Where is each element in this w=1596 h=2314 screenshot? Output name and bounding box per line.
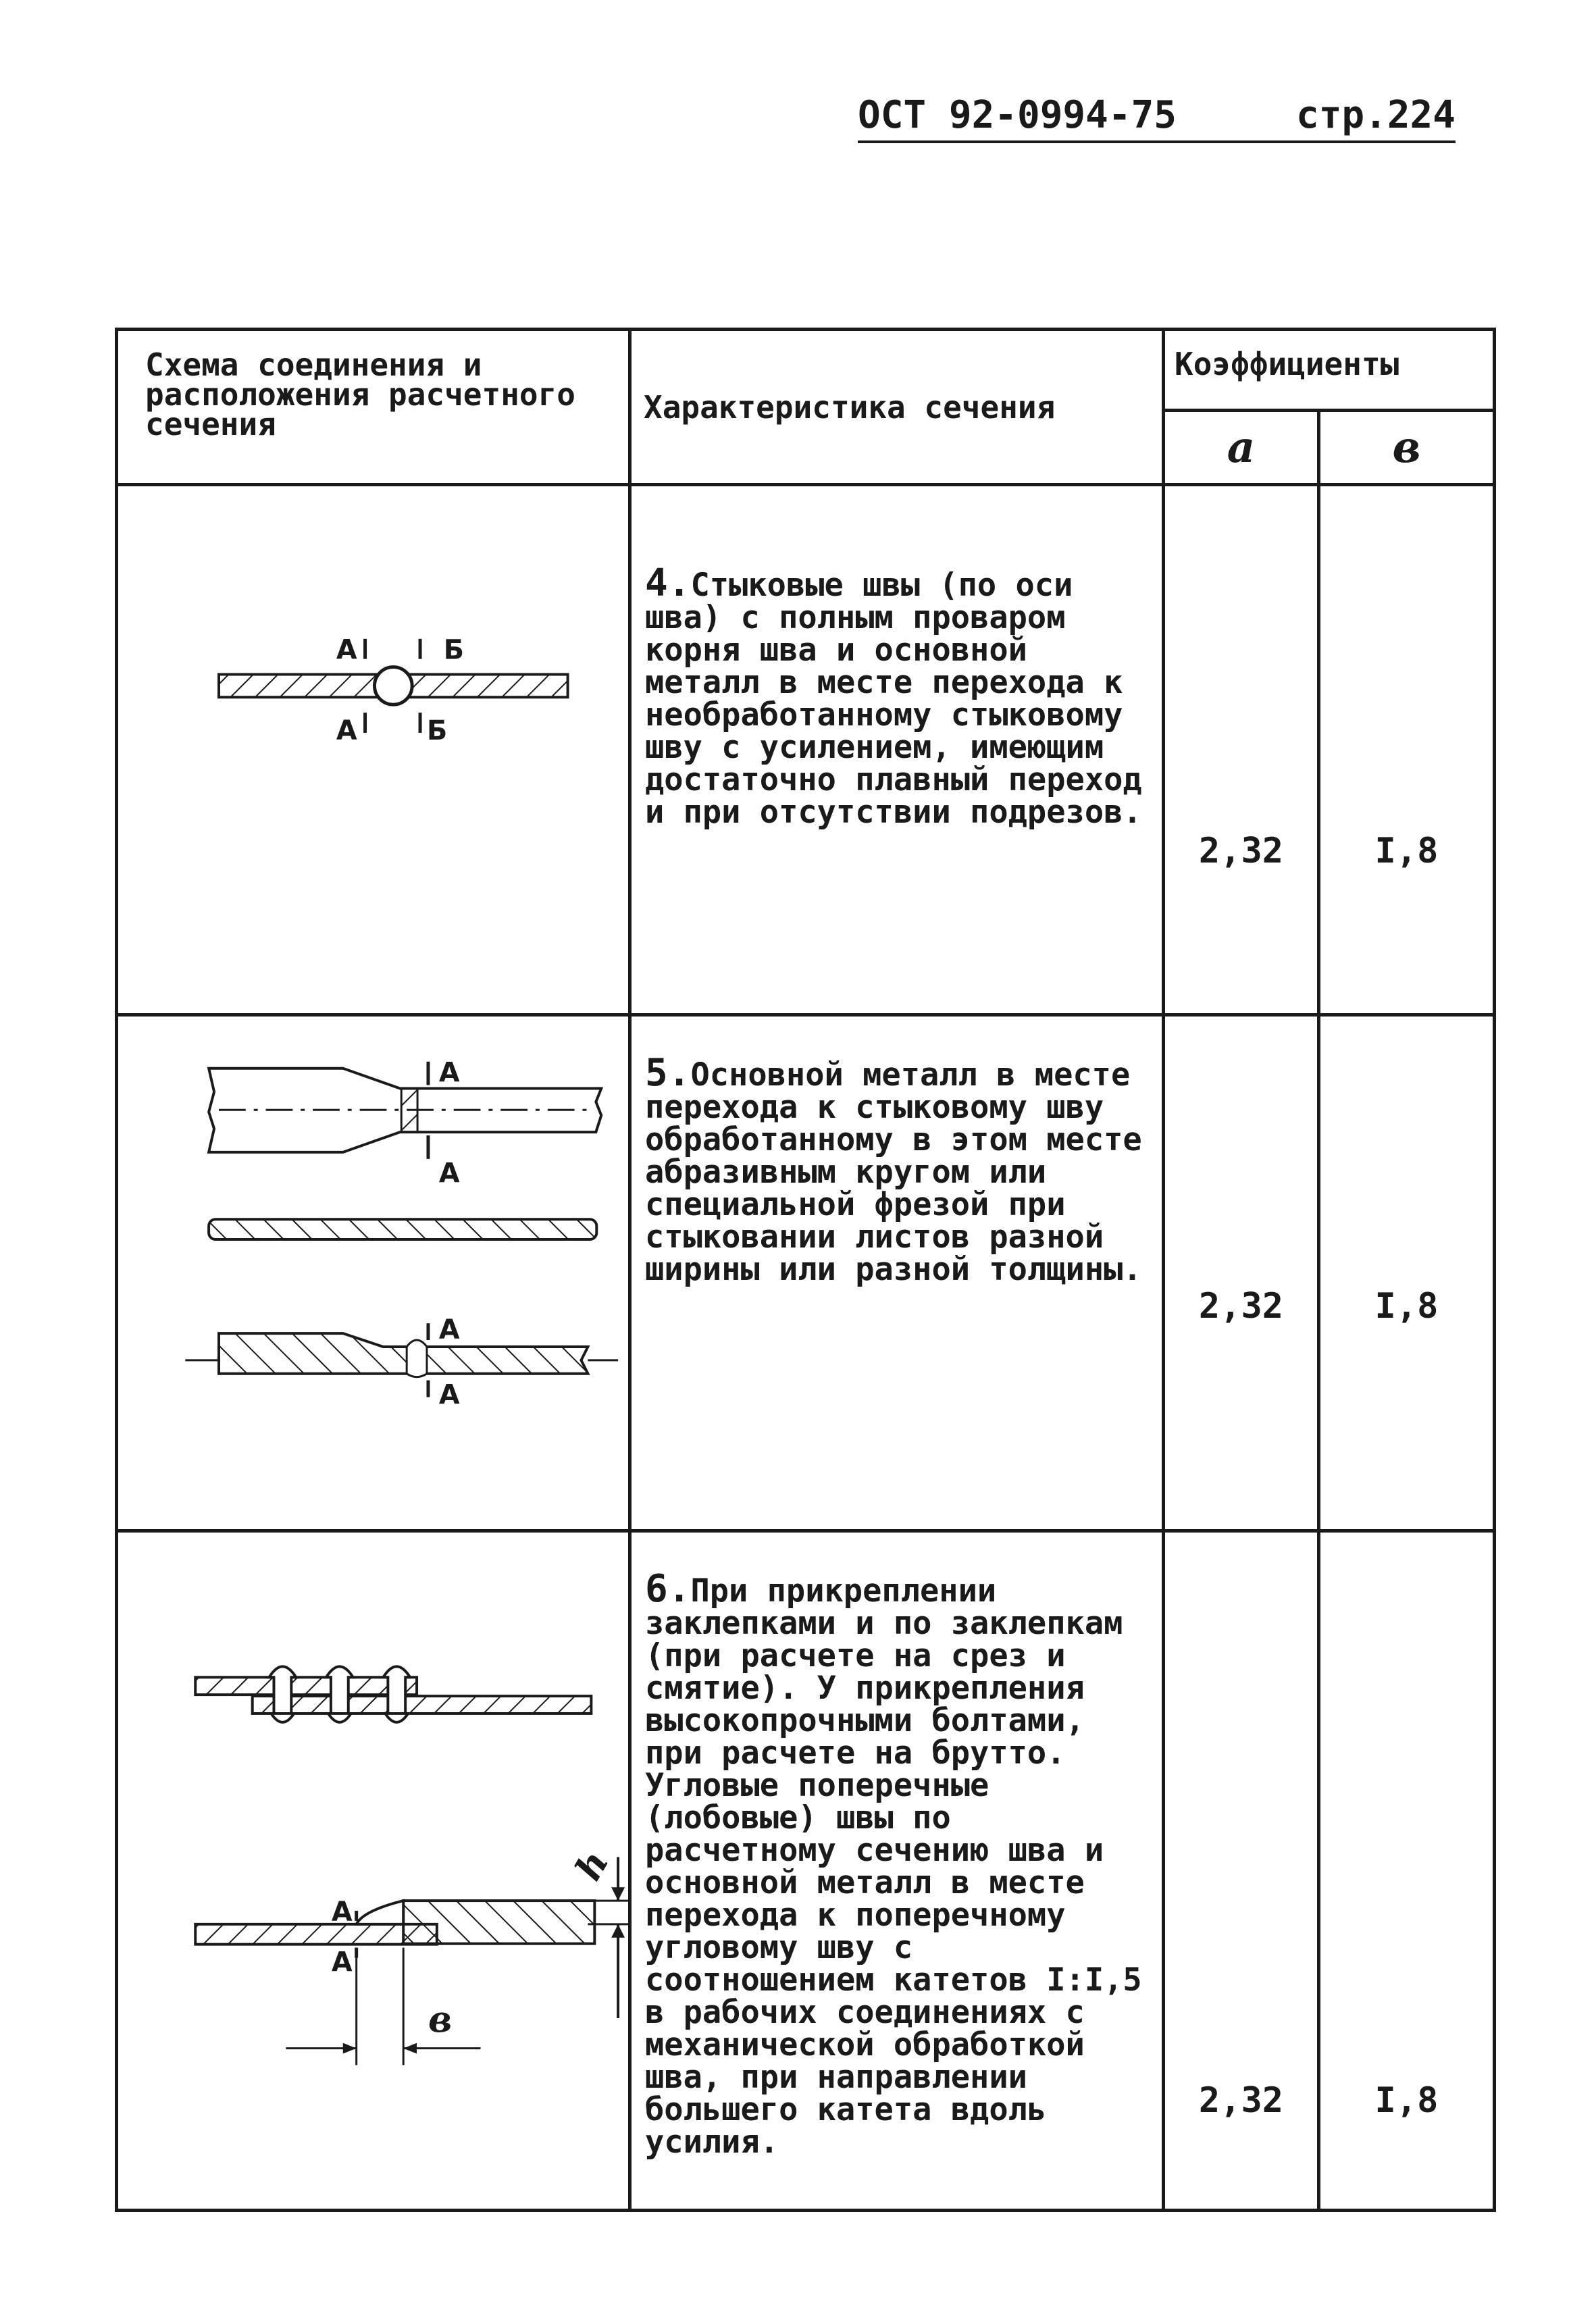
table-row: [117, 485, 1495, 1015]
label-a-bottom: А: [336, 715, 357, 747]
coef-b-value: I,8: [1319, 1014, 1495, 1531]
table-row: [117, 1014, 1495, 1531]
rivet-fillet-diagram: [118, 1533, 628, 2209]
label-a-section-bottom: А: [438, 1379, 460, 1411]
header-coef-b: в: [1319, 410, 1495, 485]
row-description: [630, 1014, 1164, 1531]
label-a-top: А: [336, 634, 357, 666]
coef-b-value: I,8: [1319, 1531, 1495, 2211]
label-b-dimension: в: [428, 1998, 453, 2041]
row-number: 5.: [645, 1050, 691, 1095]
label-a-fillet-bottom: А: [331, 1947, 353, 1978]
header-coefficients: Коэффициенты: [1164, 330, 1495, 411]
page-header: [858, 93, 1456, 143]
scheme-rivet-fillet: [117, 1531, 630, 2211]
transition-diagram: [118, 1017, 628, 1529]
row-description: [630, 485, 1164, 1015]
label-b-top: Б: [443, 634, 465, 666]
coefficients-table: [115, 328, 1496, 2212]
header-coef-a: а: [1164, 410, 1319, 485]
row-text: Основной металл в месте перехода к стыковому шву обработанному в этом месте абразивным кругом или специальной фрезой при стыковании листов разной ширины или разной толщины.: [645, 1056, 1142, 1288]
header-characteristic: Характеристика сечения: [630, 330, 1164, 485]
scheme-transition: [117, 1014, 630, 1531]
header-scheme: Схема соединения и расположения расчетного сечения: [117, 330, 630, 485]
label-a-fillet-top: А: [331, 1897, 353, 1928]
label-a-section-top: А: [438, 1314, 460, 1345]
label-h: h: [567, 1843, 617, 1888]
row-number: 6.: [645, 1567, 691, 1612]
table-row: [117, 1531, 1495, 2211]
document-code: ОСТ 92-0994-75: [858, 93, 1177, 137]
coef-b-value: I,8: [1319, 485, 1495, 1015]
label-a-plan-top: А: [438, 1057, 460, 1089]
row-text: Стыковые швы (по оси шва) с полным проваром корня шва и основной металл в месте перехода к необработанному стыковому шву с усилением, имеющим достаточно плавный переход и при отсутствии подрезов.: [645, 567, 1142, 831]
scheme-butt-weld: [117, 485, 630, 1015]
coef-a-value: 2,32: [1164, 1531, 1319, 2211]
label-b-bottom: Б: [426, 715, 448, 747]
butt-weld-diagram: [118, 486, 628, 1013]
coef-a-value: 2,32: [1164, 485, 1319, 1015]
coef-a-value: 2,32: [1164, 1014, 1319, 1531]
row-number: 4.: [645, 561, 691, 606]
label-a-plan-bottom: А: [438, 1158, 460, 1189]
row-text: При прикреплении заклепками и по заклепкам (при расчете на срез и смятие). У прикрепления высокопрочными болтами, при расчете на брутто. Угловые поперечные (лобовые) швы по расчетному сечению шва и основной металл в месте перехода к поперечному угловому шву с соотношением катетов I:I,5 в рабочих соединениях с механической обработкой шва, при направлении большего катета вдоль усилия.: [645, 1572, 1142, 2161]
row-description: [630, 1531, 1164, 2211]
page-number: стр.224: [1295, 93, 1456, 137]
